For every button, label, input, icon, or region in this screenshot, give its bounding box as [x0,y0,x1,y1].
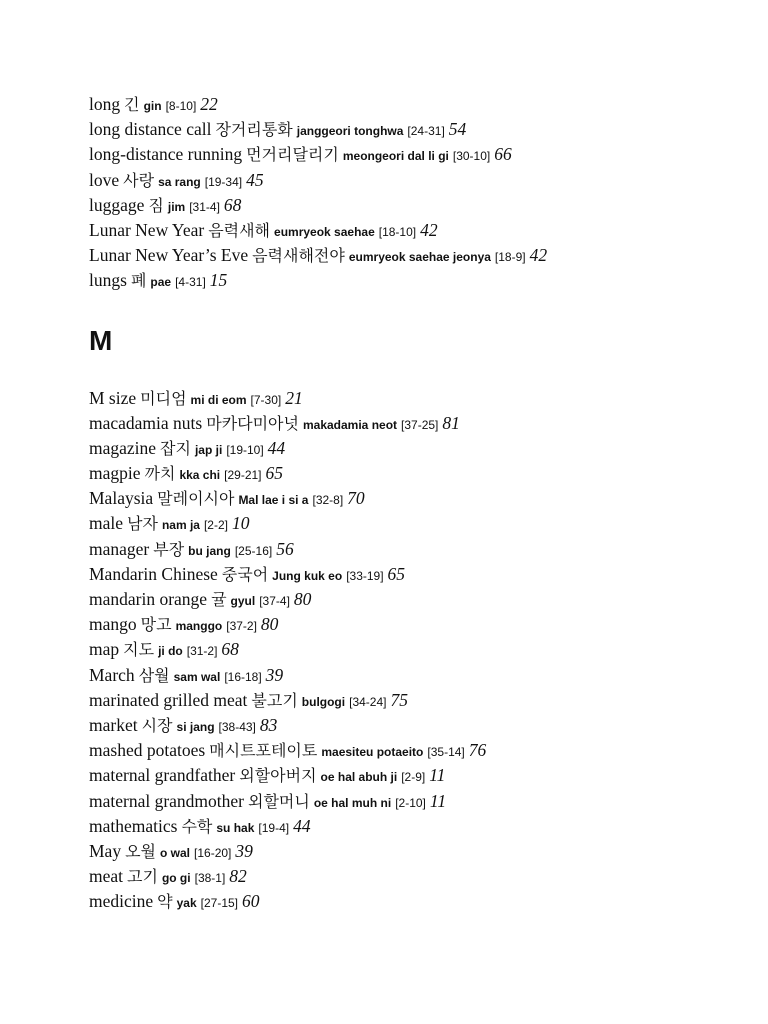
glossary-entry [89,168,749,193]
english-term: long distance call [89,119,212,140]
glossary-entry [89,763,749,788]
korean-term: 까치 [144,464,176,484]
english-term: macadamia nuts [89,412,203,433]
page-number: 39 [235,840,253,861]
korean-term: 먼거리달리기 [246,145,339,165]
romanization: eumryeok saehae jeonya [348,250,491,265]
korean-term: 폐 [130,271,147,291]
romanization: manggo [175,619,223,634]
glossary-entry [89,637,749,662]
lesson-reference: [30-10] [452,149,491,164]
glossary-entry [89,713,749,738]
section-heading: M [89,324,113,356]
page-number: 68 [223,194,242,215]
english-term: magpie [89,463,141,484]
romanization: Mal lae i si a [238,493,309,508]
english-term: long-distance running [89,144,243,165]
page-number: 76 [468,740,487,761]
romanization: gyul [230,594,256,608]
glossary-entry [89,864,749,889]
korean-term: 잡지 [160,438,191,458]
korean-term: 외할머니 [248,791,310,811]
lesson-reference: [18-9] [494,250,526,265]
romanization: makadamia neot [302,417,398,432]
page-number: 54 [448,119,467,140]
romanization: su hak [216,820,255,835]
glossary-page [89,92,749,914]
page-number: 42 [529,245,548,266]
lesson-reference: [19-10] [226,442,264,457]
glossary-entry [89,411,749,436]
page-number: 22 [200,94,218,114]
glossary-entry [89,386,749,411]
lesson-reference: [2-2] [203,518,228,533]
english-term: marinated grilled meat [89,689,248,710]
english-term: mashed potatoes [89,740,206,761]
page-number: 65 [387,563,406,584]
korean-term: 부장 [153,539,185,559]
lesson-reference: [19-34] [204,174,243,189]
page-number: 21 [285,387,303,408]
page-number: 82 [229,866,247,887]
romanization: meongeori dal li gi [342,149,449,164]
english-term: Malaysia [89,488,154,509]
english-term: mathematics [89,815,178,836]
page-number: 45 [246,169,264,190]
lesson-reference: [35-14] [427,745,465,760]
page-number: 66 [494,144,512,165]
romanization: kka chi [179,468,221,483]
korean-term: 짐 [148,195,164,215]
korean-term: 말레이시아 [157,489,235,509]
page-number: 60 [242,891,260,912]
english-term: maternal grandmother [89,790,245,811]
english-term: magazine [89,437,157,458]
korean-term: 망고 [140,615,172,635]
lesson-reference: [34-24] [349,694,387,709]
lesson-reference: [27-15] [200,896,238,911]
lesson-reference: [37-4] [259,594,290,608]
lesson-reference: [37-2] [226,619,257,634]
glossary-entry [89,218,749,243]
page-number: 10 [231,513,250,534]
korean-term: 귤 [211,590,227,609]
english-term: mandarin orange [89,589,208,609]
lesson-reference: [33-19] [346,568,384,583]
korean-term: 약 [157,892,173,912]
page-number: 11 [429,765,446,786]
english-term: Lunar New Year [89,219,205,240]
korean-term: 고기 [127,867,158,887]
korean-term: 수학 [181,816,213,836]
glossary-entry [89,587,749,612]
page-number: 44 [293,815,311,836]
lesson-reference: [2-9] [401,770,426,785]
glossary-entry [89,92,749,117]
korean-term: 오월 [125,841,156,861]
glossary-sections [89,92,749,914]
lesson-reference: [16-20] [194,845,232,860]
glossary-entry [89,612,749,637]
english-term: mango [89,614,137,635]
english-term: meat [89,866,124,887]
lesson-reference: [16-18] [224,669,262,684]
korean-term: 외할아버지 [239,766,317,786]
glossary-entry [89,193,749,218]
glossary-entry [89,117,749,142]
glossary-entry [89,839,749,864]
lesson-reference: [29-21] [224,468,262,483]
lesson-reference: [37-25] [401,417,439,432]
glossary-entry [89,814,749,839]
lesson-reference: [38-43] [218,719,256,734]
romanization: gin [143,99,162,113]
page-number: 70 [347,488,365,509]
page-number: 15 [209,270,228,291]
page-number: 42 [420,219,438,240]
romanization: sa rang [158,174,201,189]
page-number: 75 [390,689,408,710]
romanization: jap ji [194,442,223,457]
romanization: oe hal muh ni [313,795,392,810]
glossary-entry [89,789,749,814]
korean-term: 마카다미아넛 [206,413,299,433]
korean-term: 매시트포테이토 [209,741,318,761]
romanization: jim [167,199,186,214]
page-number: 83 [259,714,278,735]
page-number: 11 [429,790,447,811]
page-number: 39 [265,664,284,685]
lesson-reference: [25-16] [234,543,273,558]
english-term: love [89,169,120,190]
glossary-section [89,92,749,294]
glossary-entry [89,562,749,587]
glossary-entry [89,268,749,293]
lesson-reference: [31-2] [186,644,218,659]
glossary-entry [89,436,749,461]
romanization: o wal [160,845,191,860]
romanization: ji do [158,644,183,659]
romanization: yak [176,896,197,911]
lesson-reference: [31-4] [189,199,220,214]
korean-term: 사랑 [123,170,155,190]
english-term: M size [89,387,137,408]
lesson-reference: [18-10] [378,224,417,239]
page-number: 80 [293,589,312,609]
glossary-entry [89,688,749,713]
page-number: 80 [260,614,279,635]
english-term: lungs [89,270,127,291]
lesson-reference: [7-30] [250,392,282,407]
glossary-entry [89,889,749,914]
lesson-reference: [4-31] [175,275,206,290]
english-term: male [89,513,124,534]
korean-term: 지도 [123,640,155,660]
page-number: 68 [221,639,239,660]
english-term: map [89,639,120,660]
korean-term: 음력새해전야 [252,246,345,266]
lesson-reference: [32-8] [312,493,344,508]
romanization: janggeori tonghwa [296,124,404,139]
romanization: bulgogi [301,694,346,709]
lesson-reference: [8-10] [165,99,197,113]
lesson-reference: [2-10] [395,795,426,810]
romanization: go gi [161,871,191,886]
english-term: Mandarin Chinese [89,563,218,584]
english-term: March [89,664,135,685]
korean-term: 미디엄 [140,388,187,408]
romanization: nam ja [161,518,200,533]
glossary-entry [89,243,749,268]
romanization: maesiteu potaeito [321,745,424,760]
glossary-entry [89,738,749,763]
korean-term: 시장 [141,715,173,735]
glossary-section [89,326,749,915]
page-number: 65 [265,463,283,484]
lesson-reference: [38-1] [194,871,226,886]
page-number: 81 [442,412,460,433]
english-term: market [89,714,138,735]
korean-term: 음력새해 [208,220,271,240]
glossary-entry [89,511,749,536]
lesson-reference: [24-31] [407,124,445,139]
english-term: medicine [89,891,154,912]
glossary-entry [89,486,749,511]
english-term: long [89,94,121,114]
glossary-entry [89,461,749,486]
korean-term: 삼월 [138,665,170,685]
korean-term: 남자 [127,514,158,534]
romanization: eumryeok saehae [274,224,375,239]
korean-term: 불고기 [251,690,298,710]
korean-term: 중국어 [221,564,269,584]
romanization: mi di eom [190,392,247,407]
romanization: si jang [176,719,215,734]
english-term: May [89,840,122,861]
lesson-reference: [19-4] [258,820,290,835]
glossary-entry [89,142,749,167]
english-term: luggage [89,194,145,215]
page-number: 44 [267,437,286,458]
english-term: Lunar New Year’s Eve [89,245,249,266]
page-number: 56 [276,538,294,559]
glossary-entry [89,663,749,688]
english-term: manager [89,538,150,559]
romanization: pae [150,275,172,290]
romanization: oe hal abuh ji [320,770,398,785]
romanization: bu jang [188,543,231,558]
korean-term: 긴 [124,95,140,114]
english-term: maternal grandfather [89,765,236,786]
glossary-entry [89,537,749,562]
romanization: Jung kuk eo [272,568,343,583]
korean-term: 장거리통화 [215,120,293,140]
romanization: sam wal [173,669,221,684]
